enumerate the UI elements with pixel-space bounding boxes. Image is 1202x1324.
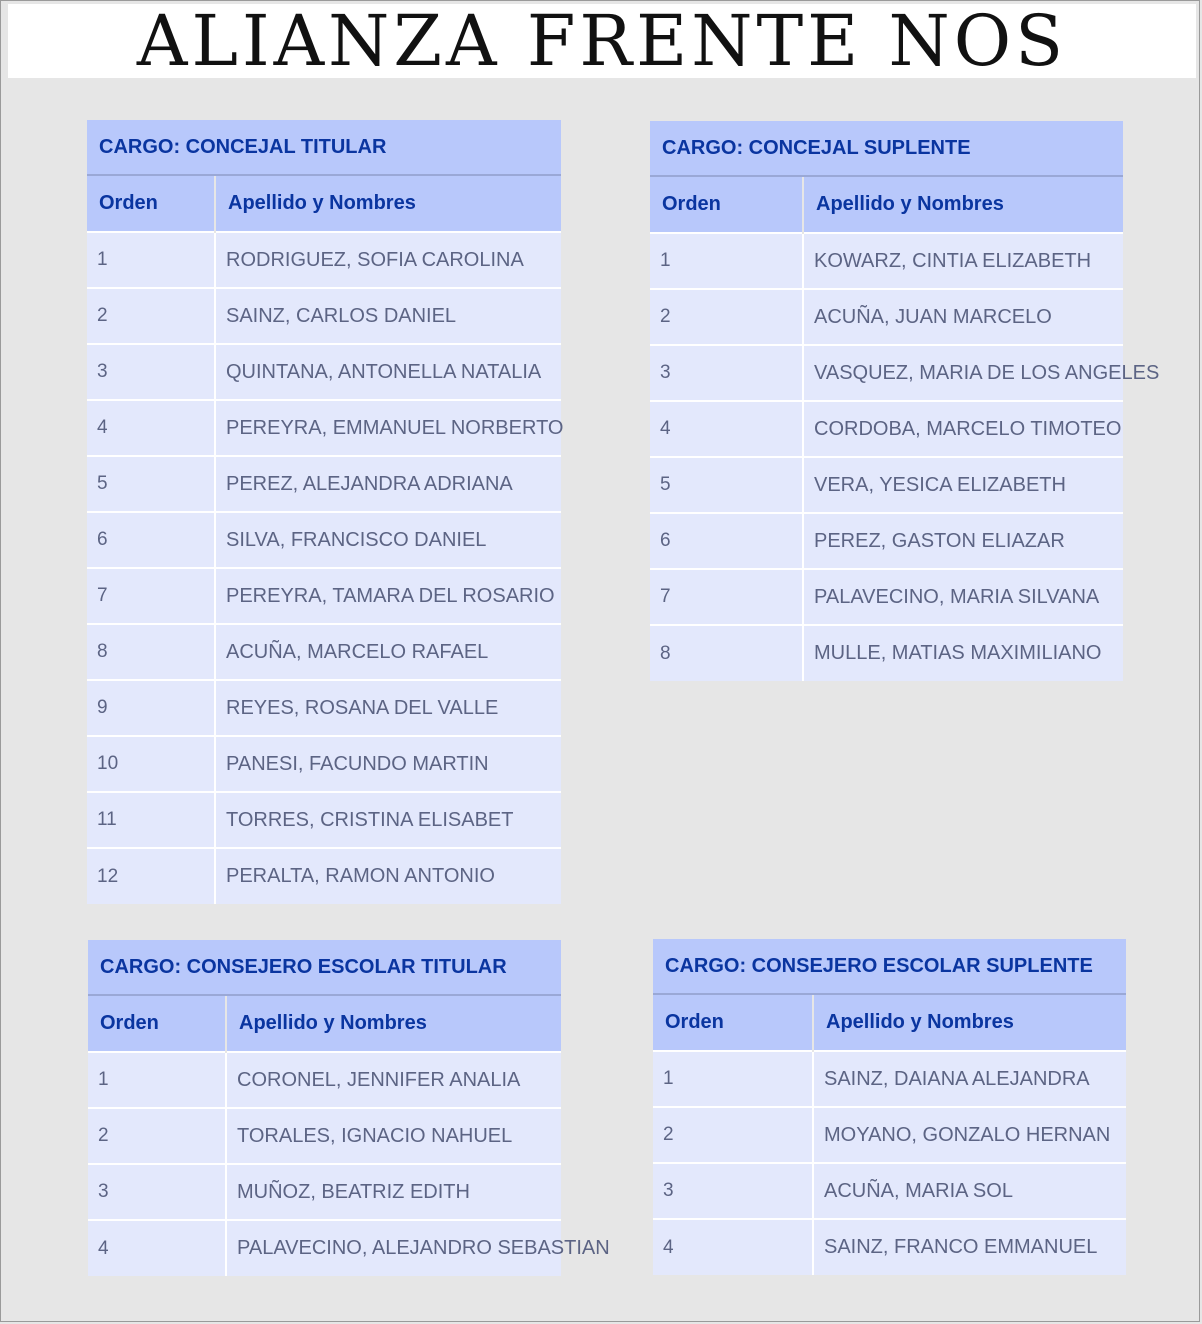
orden-cell: 7 (650, 569, 803, 625)
orden-cell: 12 (87, 848, 215, 904)
table-row (650, 625, 1123, 681)
nombre-cell: PEREZ, ALEJANDRA ADRIANA (215, 456, 561, 512)
orden-cell: 3 (87, 344, 215, 400)
table-concejal-titular (87, 120, 564, 904)
nombre-cell: PALAVECINO, MARIA SILVANA (803, 569, 1123, 625)
nombre-cell: MOYANO, GONZALO HERNAN (813, 1107, 1126, 1163)
nombre-cell: PEREYRA, TAMARA DEL ROSARIO (215, 568, 561, 624)
orden-cell: 5 (87, 456, 215, 512)
nombre-cell: SAINZ, FRANCO EMMANUEL (813, 1219, 1126, 1275)
table-row (87, 232, 561, 288)
table-caption: CARGO: CONCEJAL SUPLENTE (650, 121, 1123, 177)
table-consejero-suplente (653, 939, 1126, 1275)
column-header-nombres: Apellido y Nombres (803, 177, 1123, 233)
nombre-cell: TORRES, CRISTINA ELISABET (215, 792, 561, 848)
nombre-cell: PEREYRA, EMMANUEL NORBERTO (215, 400, 561, 456)
orden-cell: 3 (653, 1163, 813, 1219)
column-header-orden: Orden (653, 995, 813, 1051)
nombre-cell: PANESI, FACUNDO MARTIN (215, 736, 561, 792)
table-row (653, 1163, 1126, 1219)
table-row (650, 233, 1123, 289)
orden-cell: 2 (87, 288, 215, 344)
title-banner (8, 0, 1196, 82)
nombre-cell: QUINTANA, ANTONELLA NATALIA (215, 344, 561, 400)
table-row (650, 457, 1123, 513)
orden-cell: 4 (88, 1220, 226, 1276)
table-row (87, 344, 561, 400)
table-row (87, 456, 561, 512)
nombre-cell: PALAVECINO, ALEJANDRO SEBASTIAN (226, 1220, 561, 1276)
nombre-cell: MULLE, MATIAS MAXIMILIANO (803, 625, 1123, 681)
column-header-orden: Orden (88, 996, 226, 1052)
table-row (653, 1107, 1126, 1163)
table-caption: CARGO: CONCEJAL TITULAR (87, 120, 561, 176)
nombre-cell: CORONEL, JENNIFER ANALIA (226, 1052, 561, 1108)
column-header-orden: Orden (87, 176, 215, 232)
nombre-cell: ACUÑA, MARIA SOL (813, 1163, 1126, 1219)
orden-cell: 2 (88, 1108, 226, 1164)
table-row (87, 624, 561, 680)
table-row (87, 288, 561, 344)
table-row (88, 1108, 561, 1164)
orden-cell: 6 (87, 512, 215, 568)
orden-cell: 6 (650, 513, 803, 569)
table-row (650, 513, 1123, 569)
orden-cell: 4 (87, 400, 215, 456)
banner-title: ALIANZA FRENTE NOS (136, 0, 1068, 82)
orden-cell: 8 (87, 624, 215, 680)
table-caption: CARGO: CONSEJERO ESCOLAR TITULAR (88, 940, 561, 996)
table-row (650, 569, 1123, 625)
nombre-cell: ACUÑA, MARCELO RAFAEL (215, 624, 561, 680)
table-concejal-suplente (650, 121, 1160, 681)
nombre-cell: PEREZ, GASTON ELIAZAR (803, 513, 1123, 569)
nombre-cell: TORALES, IGNACIO NAHUEL (226, 1108, 561, 1164)
orden-cell: 8 (650, 625, 803, 681)
orden-cell: 7 (87, 568, 215, 624)
column-header-nombres: Apellido y Nombres (215, 176, 561, 232)
column-header-nombres: Apellido y Nombres (813, 995, 1126, 1051)
orden-cell: 5 (650, 457, 803, 513)
column-header-nombres: Apellido y Nombres (226, 996, 561, 1052)
orden-cell: 1 (87, 232, 215, 288)
orden-cell: 11 (87, 792, 215, 848)
nombre-cell: ACUÑA, JUAN MARCELO (803, 289, 1123, 345)
table-row (653, 1051, 1126, 1107)
nombre-cell: REYES, ROSANA DEL VALLE (215, 680, 561, 736)
table-row (87, 792, 561, 848)
orden-cell: 1 (88, 1052, 226, 1108)
table-row (650, 345, 1123, 401)
nombre-cell: PERALTA, RAMON ANTONIO (215, 848, 561, 904)
nombre-cell: SAINZ, CARLOS DANIEL (215, 288, 561, 344)
table-row (87, 400, 561, 456)
table-row (88, 1052, 561, 1108)
column-header-orden: Orden (650, 177, 803, 233)
nombre-cell: VASQUEZ, MARIA DE LOS ANGELES (803, 345, 1123, 401)
orden-cell: 2 (650, 289, 803, 345)
table-row (653, 1219, 1126, 1275)
table-row (88, 1220, 561, 1276)
nombre-cell: KOWARZ, CINTIA ELIZABETH (803, 233, 1123, 289)
table-row (650, 289, 1123, 345)
table-row (87, 512, 561, 568)
nombre-cell: CORDOBA, MARCELO TIMOTEO (803, 401, 1123, 457)
orden-cell: 2 (653, 1107, 813, 1163)
orden-cell: 10 (87, 736, 215, 792)
table-row (87, 848, 561, 904)
nombre-cell: RODRIGUEZ, SOFIA CAROLINA (215, 232, 561, 288)
orden-cell: 3 (88, 1164, 226, 1220)
table-row (88, 1164, 561, 1220)
table-row (650, 401, 1123, 457)
nombre-cell: SAINZ, DAIANA ALEJANDRA (813, 1051, 1126, 1107)
nombre-cell: SILVA, FRANCISCO DANIEL (215, 512, 561, 568)
orden-cell: 9 (87, 680, 215, 736)
orden-cell: 1 (650, 233, 803, 289)
orden-cell: 1 (653, 1051, 813, 1107)
table-caption: CARGO: CONSEJERO ESCOLAR SUPLENTE (653, 939, 1126, 995)
nombre-cell: MUÑOZ, BEATRIZ EDITH (226, 1164, 561, 1220)
orden-cell: 4 (650, 401, 803, 457)
nombre-cell: VERA, YESICA ELIZABETH (803, 457, 1123, 513)
orden-cell: 4 (653, 1219, 813, 1275)
table-row (87, 680, 561, 736)
table-row (87, 736, 561, 792)
table-consejero-titular (88, 940, 610, 1276)
orden-cell: 3 (650, 345, 803, 401)
table-row (87, 568, 561, 624)
